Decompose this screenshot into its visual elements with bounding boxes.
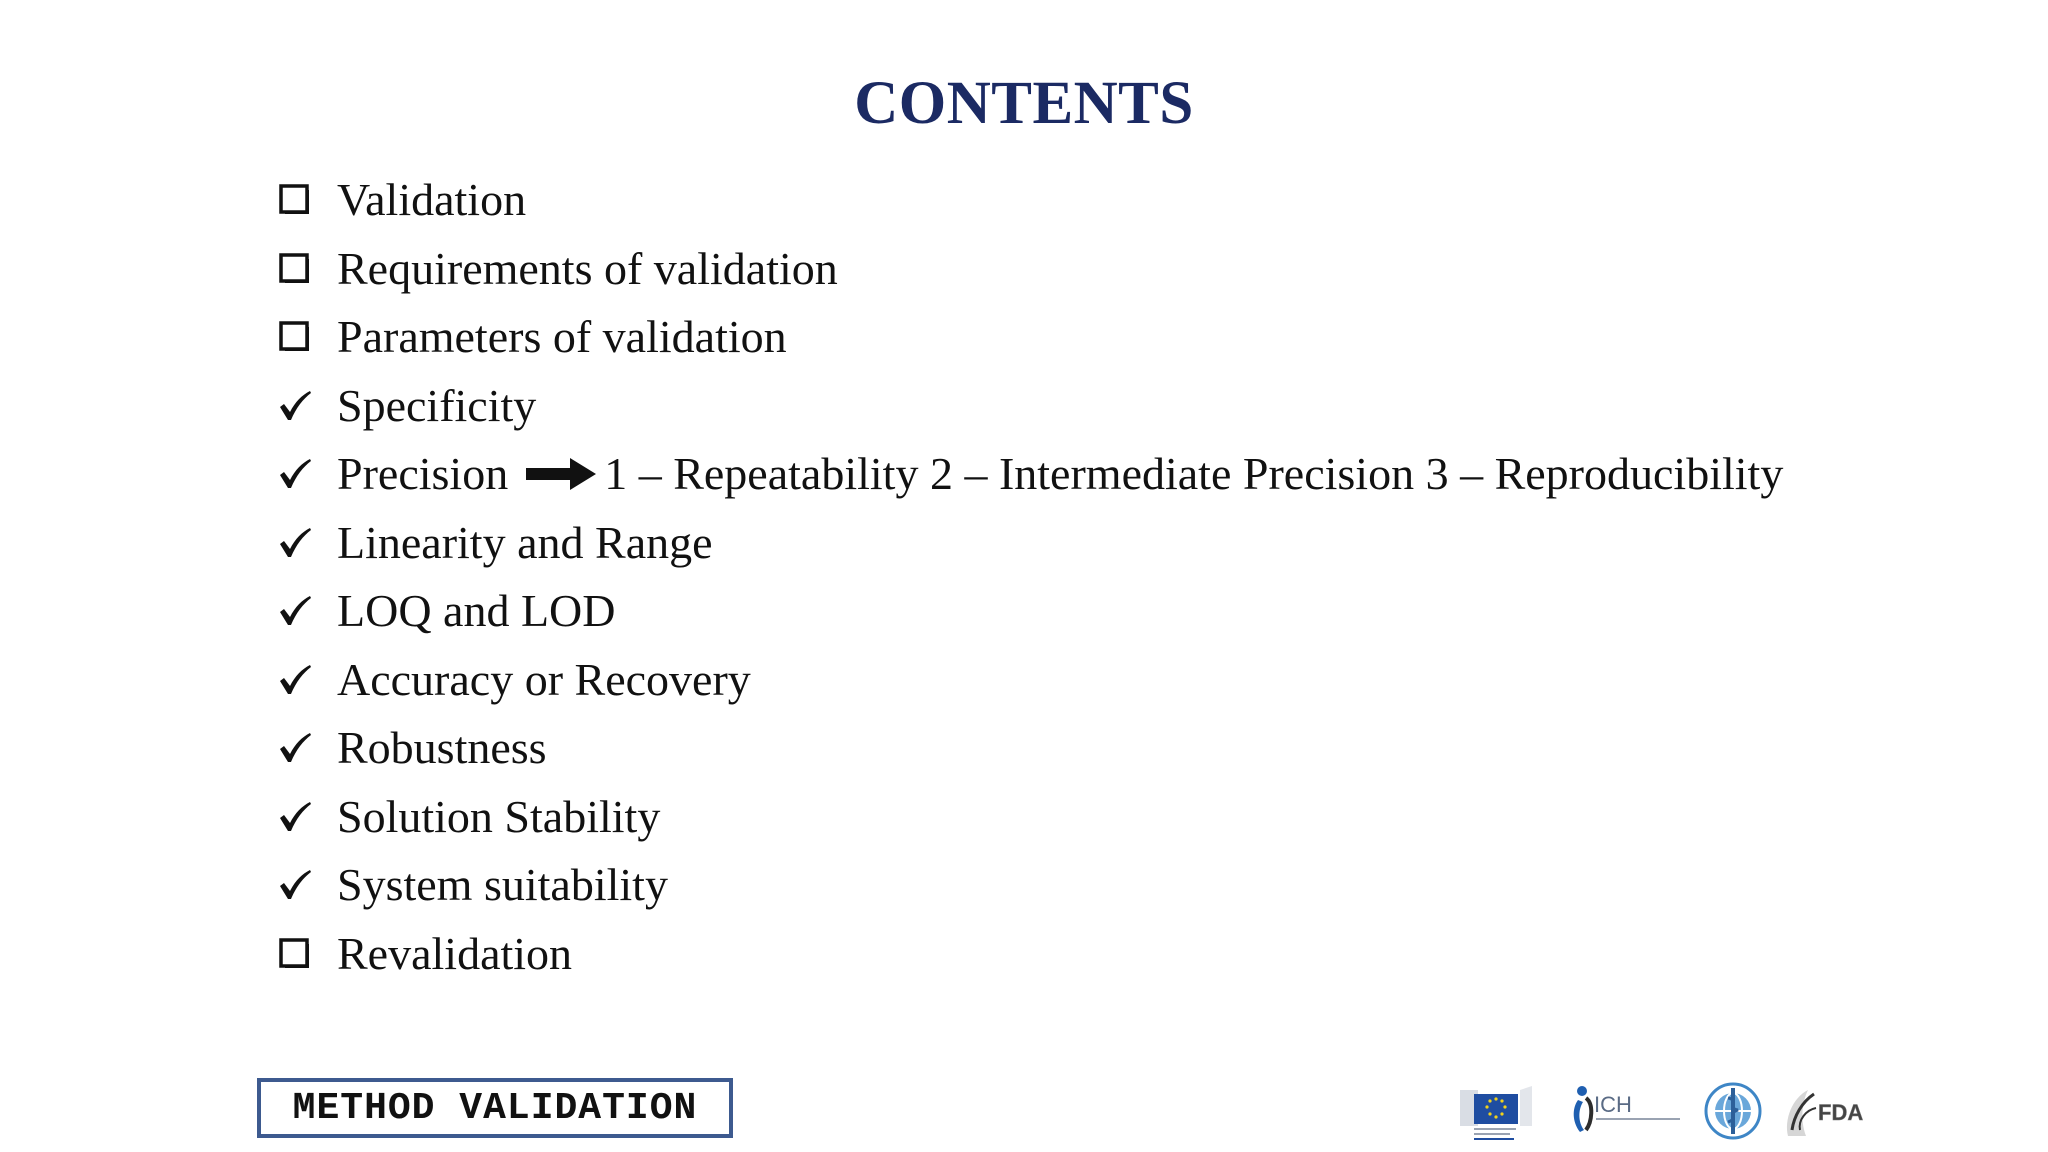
item-label: Solution Stability xyxy=(337,790,661,842)
item-label: Linearity and Range xyxy=(337,516,713,568)
checkbox-icon xyxy=(277,239,337,299)
who-logo-icon xyxy=(1700,1080,1766,1142)
list-item xyxy=(277,303,1783,372)
checkmark-icon xyxy=(277,444,337,504)
item-label: Validation xyxy=(337,174,527,226)
list-item xyxy=(277,440,1783,509)
precision-detail: 1 – Repeatability 2 – Intermediate Precision 3 – Reproducibility xyxy=(604,448,1784,500)
checkbox-icon xyxy=(277,170,337,230)
slide-title: CONTENTS xyxy=(854,70,1194,137)
checkmark-icon xyxy=(277,581,337,641)
item-label: Revalidation xyxy=(337,927,573,979)
item-label: LOQ and LOD xyxy=(337,585,616,637)
list-item xyxy=(277,851,1783,920)
list-item xyxy=(277,783,1783,852)
checkmark-icon xyxy=(277,855,337,915)
item-label: System suitability xyxy=(337,859,668,911)
footer-method-validation-label: METHOD VALIDATION xyxy=(257,1078,733,1138)
list-item xyxy=(277,920,1783,989)
item-label: Precision xyxy=(337,448,509,500)
footer-logos xyxy=(1460,1078,1870,1144)
item-label: Requirements of validation xyxy=(337,242,838,294)
european-commission-logo-icon xyxy=(1460,1084,1550,1142)
ich-logo-icon xyxy=(1568,1082,1688,1138)
checkbox-icon xyxy=(277,924,337,984)
list-item xyxy=(277,166,1783,235)
list-item xyxy=(277,509,1783,578)
list-item xyxy=(277,372,1783,441)
item-label: Parameters of validation xyxy=(337,311,787,363)
checkmark-icon xyxy=(277,650,337,710)
item-label: Specificity xyxy=(337,379,537,431)
checkmark-icon xyxy=(277,718,337,778)
checkmark-icon xyxy=(277,513,337,573)
fda-logo-text: FDA xyxy=(1818,1100,1864,1125)
checkmark-icon xyxy=(277,787,337,847)
checkbox-icon xyxy=(277,307,337,367)
right-arrow-icon xyxy=(526,457,596,491)
contents-list xyxy=(277,166,1783,988)
checkmark-icon xyxy=(277,376,337,436)
list-item xyxy=(277,235,1783,304)
item-label: Accuracy or Recovery xyxy=(337,653,751,705)
item-label: Robustness xyxy=(337,722,547,774)
list-item xyxy=(277,714,1783,783)
list-item xyxy=(277,577,1783,646)
ich-logo-text: ICH xyxy=(1594,1092,1632,1117)
fda-logo-icon xyxy=(1780,1080,1870,1142)
list-item xyxy=(277,646,1783,715)
